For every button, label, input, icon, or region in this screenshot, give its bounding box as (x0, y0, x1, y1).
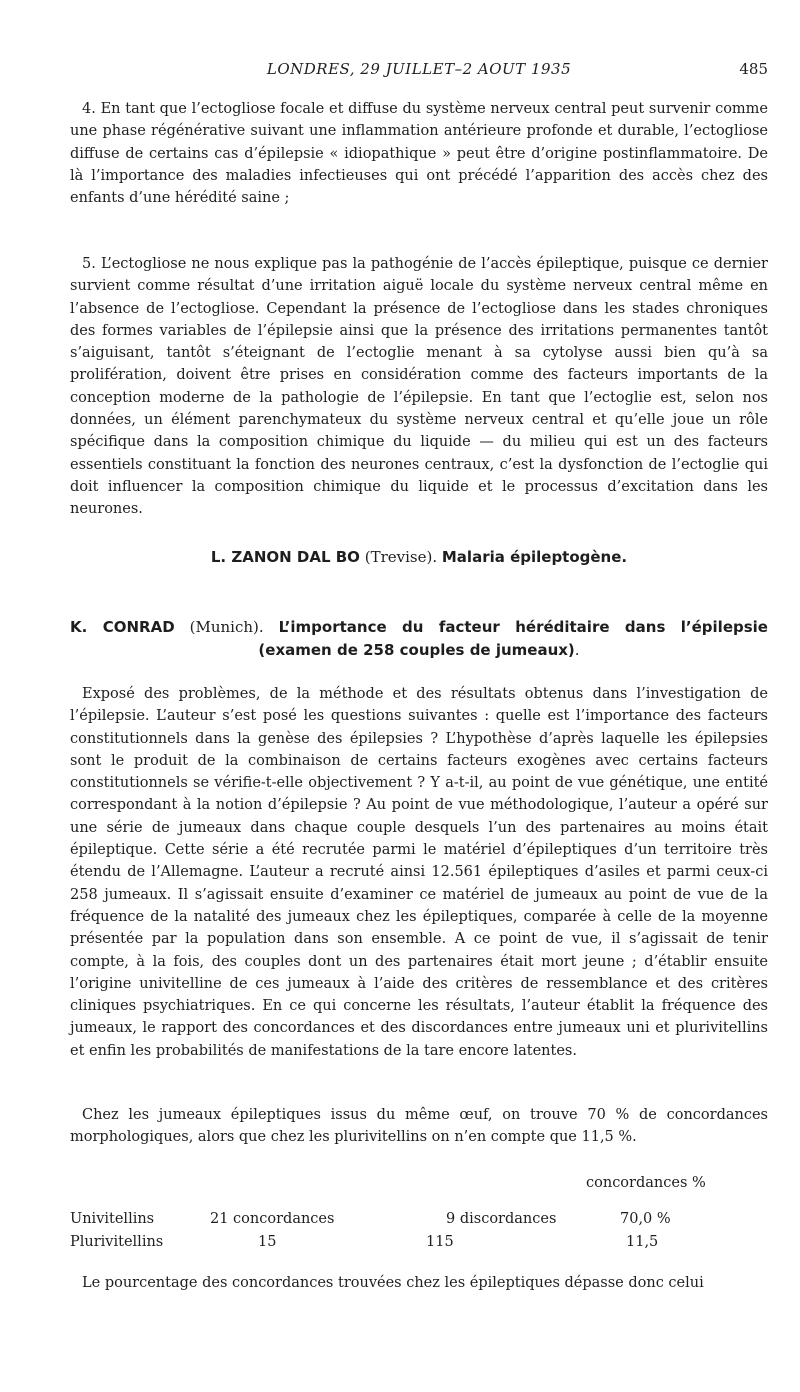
conrad-city: (Munich). (189, 618, 264, 636)
closing-paragraph (70, 1272, 768, 1294)
conrad-abstract-text: Exposé des problèmes, de la méthode et des résultats obtenus dans l’investigation de l’épilepsie. L’auteur s’est posé les questions suivantes : quelle est l’importance des facteurs constitutionnels dans la genèse des épilepsies ? L’hypothèse d’après laquelle les épilepsies sont le produit de la combinaison de certains facteurs exogènes avec certains facteurs constitutionnels se vérifie-t-elle objectivement ? Y a-t-il, au point de vue génétique, une entité correspondant à la notion d’épilepsie ? Au point de vue méthodologique, l’auteur a opéré sur une série de jumeaux dans chaque couple desquels l’un des partenaires au moins était épileptique. Cette série a été recrutée parmi le matériel d’épileptiques d’un territoire très étendu de l’Allemagne. L’auteur a recruté ainsi 12.561 épileptiques d’asiles et parmi ceux-ci 258 jumeaux. Il s’agissait ensuite d’examiner ce matériel de jumeaux au point de vue de la fréquence de la natalité des jumeaux chez les épileptiques, comparée à celle de la moyenne présentée par la population dans son ensemble. A ce point de vue, il s’agissait de tenir compte, à la fois, des couples dont un des partenaires était mort jeune ; d’établir ensuite l’origine univitelline de ces jumeaux à l’aide des critères de ressemblance et des critères cliniques psychiatriques. En ce qui concerne les résultats, l’auteur établit la fréquence des jumeaux, le rapport des concordances et des discordances entre jumeaux uni et plurivitellins et enfin les probabilités de manifestations de la tare encore latentes. (70, 686, 768, 1059)
conrad-title-end: . (574, 641, 580, 659)
paragraph-point-4-text: 4. En tant que l’ectogliose focale et diffuse du système nerveux central peut survenir comme une phase régénérative suivant une inflammation antérieure profonde et durable, l’ectogliose diffuse de certains cas d’épilepsie « idiopathique » peut être d’origine postinflammatoire. De là l’importance des maladies infectieuses qui ont précédé l’apparition des accès chez des enfants d’une hérédité saine ; (70, 101, 768, 207)
running-head-title: LONDRES, 29 JUILLET–2 AOUT 1935 (266, 60, 572, 78)
conrad-title-line-1: L’importance du facteur héréditaire dans l’épilepsie (278, 618, 768, 636)
closing-paragraph-text: Le pourcentage des concordances trouvées chez les épileptiques dépasse donc celui (82, 1275, 704, 1291)
paragraph-point-4 (70, 98, 768, 209)
zanon-city: (Trevise). (364, 548, 438, 566)
table-row-2-label: Plurivitellins (70, 1234, 164, 1250)
table-row-1-discordances: 9 discordances (446, 1211, 557, 1227)
conrad-heading (70, 616, 768, 662)
results-paragraph (70, 1104, 768, 1149)
paragraph-point-5-text: 5. L’ectogliose ne nous explique pas la pathogénie de l’accès épileptique, puisque ce dernier survient comme résultat d’une irritation aiguë locale du système nerveux central même en l’absence de l’ectogliose. Cependant la présence de l’ectogliose dans les stades chroniques des formes variables de l’épilepsie ainsi que la présence des irritations permanentes tantôt s’aiguisant, tantôt s’éteignant de l’ectoglie menant à sa cytolyse aussi bien qu’à sa prolifération, doivent être prises en considération comme des facteurs importants de la conception moderne de la pathologie de l’épilepsie. En tant que l’ectoglie est, selon nos données, un élément parenchymateux du système nerveux central et qu’elle joue un rôle spécifique dans la composition chimique du liquide — du milieu qui est un des facteurs essentiels constituant la fonction des neurones centraux, c’est la dysfonction de l’ectoglie qui doit influencer la composition chimique du liquide et le processus d’excitation dans les neurones. (70, 256, 768, 518)
table-row-1-concordances: 21 concordances (210, 1211, 335, 1227)
zanon-heading (70, 546, 768, 569)
paragraph-point-5 (70, 253, 768, 521)
table-row-2-discordances: 115 (426, 1234, 454, 1250)
conrad-abstract (70, 683, 768, 1062)
conrad-title-line-2: (examen de 258 couples de jumeaux) (258, 641, 575, 659)
conrad-heading-line-2 (70, 639, 768, 662)
table-header-percent: concordances % (586, 1175, 706, 1191)
conrad-heading-line-1 (70, 616, 768, 639)
page-number: 485 (739, 60, 768, 78)
running-head (70, 60, 768, 82)
conrad-author: K. CONRAD (70, 618, 175, 636)
table-row-2-concordances: 15 (258, 1234, 277, 1250)
table-row-1-percent: 70,0 % (620, 1211, 671, 1227)
zanon-author: L. ZANON DAL BO (210, 548, 360, 566)
table-row-1-label: Univitellins (70, 1211, 155, 1227)
concordance-table (70, 1175, 768, 1255)
table-row-2-percent: 11,5 (626, 1234, 659, 1250)
results-paragraph-text: Chez les jumeaux épileptiques issus du même œuf, on trouve 70 % de concordances morphologiques, alors que chez les plurivitellins on n’en compte que 11,5 %. (70, 1107, 768, 1146)
zanon-title: Malaria épileptogène. (441, 548, 628, 566)
